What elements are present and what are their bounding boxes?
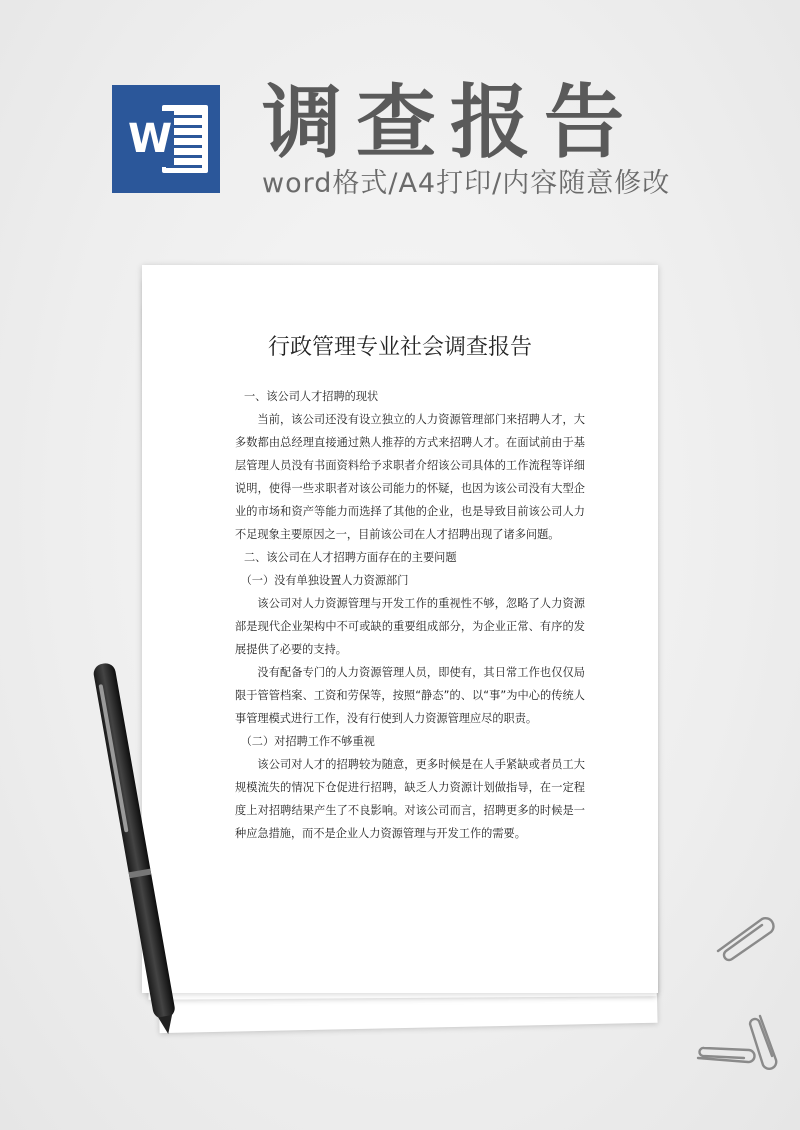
- page-title: 调查报告: [262, 76, 638, 169]
- paragraph: 当前，该公司还没有设立独立的人力资源管理部门来招聘人才，大多数都由总经理直接通过熟人推荐的方式来招聘人才。在面试前由于基层管理人员没有书面资料给予求职者介绍该公司具体的工作流程等详细说明，使得一些求职者对该公司能力的怀疑，也因为该公司没有大型企业的市场和资产等能力而选择了其他的企业，也是导致目前该公司人力不足现象主要原因之一，目前该公司在人才招聘出现了诸多问题。: [235, 413, 585, 541]
- logo-letter: W: [126, 111, 174, 167]
- paragraph: 没有配备专门的人力资源管理人员，即使有，其日常工作也仅仅局限于管管档案、工资和劳保等，按照“静态”的、以“事”为中心的传统人事管理模式进行工作，没有行使到人力资源管理应尽的职责。: [235, 666, 585, 725]
- word-logo-icon: [112, 85, 220, 193]
- subsection-heading: （一）没有单独设置人力资源部门: [240, 574, 409, 587]
- document-body: [235, 385, 585, 845]
- section-heading: 二、该公司在人才招聘方面存在的主要问题: [243, 551, 457, 564]
- document-title: 行政管理专业社会调查报告: [267, 335, 532, 360]
- subsection-heading: （二）对招聘工作不够重视: [240, 735, 375, 748]
- page-subtitle: word格式/A4打印/内容随意修改: [262, 168, 671, 199]
- pen-icon: [80, 650, 200, 1040]
- paragraph: 该公司对人力资源管理与开发工作的重视性不够，忽略了人力资源部是现代企业架构中不可或缺的重要组成部分，为企业正常、有序的发展提供了必要的支持。: [235, 597, 585, 656]
- paragraph: 该公司对人才的招聘较为随意，更多时候是在人手紧缺或者员工大规模流失的情况下仓促进行招聘，缺乏人力资源计划做指导，在一定程度上对招聘结果产生了不良影响。对该公司而言，招聘更多的时候是一种应急措施，而不是企业人力资源管理与开发工作的需要。: [235, 758, 585, 840]
- paperclip-icon: [694, 1046, 758, 1070]
- section-heading: 一、该公司人才招聘的现状: [243, 390, 379, 403]
- document-page: [142, 265, 658, 993]
- paperclip-icon: [708, 905, 780, 965]
